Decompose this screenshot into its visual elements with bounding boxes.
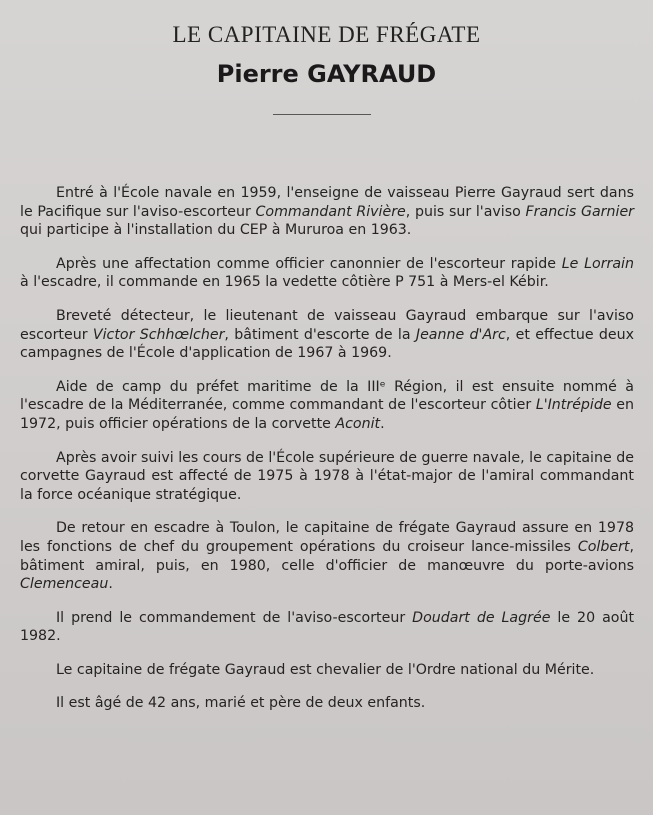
biography-paragraph	[20, 694, 634, 713]
ship-name-text: L'Intrépide	[535, 397, 612, 414]
paragraph-text: Breveté détecteur, le lieutenant de vaisseau Gayraud embarque sur l'aviso escorteur	[20, 307, 634, 343]
paragraph-text: Il prend le commandement de l'aviso-escorteur	[56, 609, 413, 626]
paragraph-text: Le capitaine de frégate Gayraud est chevalier de l'Ordre national du Mérite.	[56, 661, 595, 678]
paragraph-text: en 1972, puis officier opérations de la corvette	[20, 397, 634, 432]
paragraph-text: .	[380, 415, 385, 432]
paragraph-text: , bâtiment d'escorte de la	[224, 326, 416, 343]
paragraph-text: à l'escadre, il commande en 1965 la vedette côtière P 751 à Mers-el Kébir.	[20, 274, 549, 291]
biography-paragraph	[20, 661, 634, 680]
paragraph-text: , puis sur l'aviso	[405, 203, 526, 220]
biography-paragraph	[20, 184, 634, 240]
ship-name-text: Commandant Rivière	[255, 203, 406, 220]
ship-name-text: Victor Schhœlcher	[92, 326, 225, 343]
paragraph-text: Entré à l'École navale en 1959, l'enseigne de vaisseau Pierre Gayraud sert dans le Pacifique sur l'aviso-escorteur	[20, 185, 634, 220]
ship-name-text: Colbert	[577, 538, 630, 555]
decorative-rule	[273, 114, 371, 115]
biography-paragraph	[20, 449, 634, 505]
ship-name-text: Clemenceau	[20, 576, 109, 593]
biography-paragraph	[20, 307, 634, 363]
paragraph-text: Après avoir suivi les cours de l'École supérieure de guerre navale, le capitaine de corvette Gayraud est affecté de 1975 à 1978 à l'état-major de l'amiral commandant la force océanique stratégique.	[20, 449, 634, 503]
ship-name-text: Aconit	[335, 415, 381, 432]
ship-name-text: Le Lorrain	[561, 255, 634, 272]
ship-name-text: Francis Garnier	[525, 203, 635, 220]
officer-name-heading: Pierre GAYRAUD	[216, 60, 437, 88]
paragraph-text: Après une affectation comme officier canonnier de l'escorteur rapide	[56, 255, 562, 272]
biography-paragraph	[20, 519, 634, 593]
biography-paragraph	[20, 609, 634, 646]
rank-heading: LE CAPITAINE DE FRÉGATE	[172, 22, 481, 47]
ship-name-text: Jeanne d'Arc	[415, 326, 506, 343]
ship-name-text: Doudart de Lagrée	[412, 609, 551, 626]
paragraph-text: Il est âgé de 42 ans, marié et père de deux enfants.	[56, 695, 426, 712]
paragraph-text: qui participe à l'installation du CEP à Mururoa en 1963.	[20, 222, 412, 239]
paragraph-text: , bâtiment amiral, puis, en 1980, celle d'officier de manœuvre du porte-avions	[20, 538, 634, 574]
biography-text	[20, 184, 634, 728]
paragraph-text: .	[108, 576, 113, 593]
biography-paragraph	[20, 255, 634, 292]
paragraph-text: le 20 août 1982.	[20, 609, 635, 645]
paragraph-text: , et effectue deux campagnes de l'École d'application de 1967 à 1969.	[20, 326, 635, 362]
paragraph-text: Aide de camp du préfet maritime de la IIIᵉ Région, il est ensuite nommé à l'escadre de la Méditerranée, comme commandant de l'escorteur côtier	[20, 378, 634, 414]
biography-paragraph	[20, 378, 634, 434]
paragraph-text: De retour en escadre à Toulon, le capitaine de frégate Gayraud assure en 1978 les fonctions de chef du groupement opérations du croiseur lance-missiles	[20, 520, 634, 555]
